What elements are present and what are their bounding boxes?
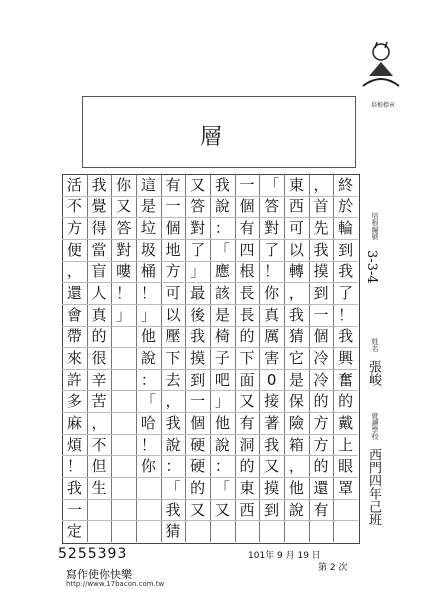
manuscript-character: 一 <box>313 305 329 324</box>
manuscript-character: 我 <box>214 175 230 194</box>
manuscript-character: 人 <box>91 284 107 303</box>
manuscript-character: 長 <box>239 284 255 303</box>
manuscript-character: 終 <box>338 175 354 194</box>
manuscript-character: 到 <box>313 284 329 303</box>
manuscript-character: 我 <box>264 435 280 454</box>
manuscript-character: 該 <box>214 284 230 303</box>
manuscript-character: ， <box>288 457 304 476</box>
manuscript-character: 他 <box>288 478 304 497</box>
name-value: 張峻 <box>366 360 381 386</box>
manuscript-character: 對 <box>190 219 206 238</box>
grid-row-line <box>62 520 358 521</box>
manuscript-character: 四 <box>239 240 255 259</box>
grid-column-line <box>259 174 260 542</box>
manuscript-character: 一 <box>66 500 82 519</box>
manuscript-character: ， <box>66 262 82 281</box>
manuscript-character: 答 <box>264 197 280 216</box>
manuscript-character: 答 <box>116 219 132 238</box>
manuscript-character: 真 <box>91 305 107 324</box>
manuscript-character: 以 <box>165 305 181 324</box>
stamp-logo <box>355 36 407 96</box>
manuscript-character: 但 <box>91 457 107 476</box>
manuscript-character: 麻 <box>66 413 82 432</box>
manuscript-character: 我 <box>165 413 181 432</box>
grid-column-line <box>235 174 236 542</box>
manuscript-character: 長 <box>239 305 255 324</box>
manuscript-character: 答 <box>190 197 206 216</box>
manuscript-character: 「 <box>165 478 181 497</box>
manuscript-character: 我 <box>313 240 329 259</box>
manuscript-character: 便 <box>66 240 82 259</box>
manuscript-character: 不 <box>66 197 82 216</box>
manuscript-character: ！ <box>116 284 132 303</box>
grid-column-line <box>309 174 310 542</box>
manuscript-character: 了 <box>338 284 354 303</box>
manuscript-character: 硬 <box>190 435 206 454</box>
manuscript-character: 我 <box>338 327 354 346</box>
manuscript-character: 後 <box>190 305 206 324</box>
school-value: 西門四年己班 <box>366 448 381 526</box>
manuscript-character: 戴 <box>338 413 354 432</box>
manuscript-character: 來 <box>66 349 82 367</box>
manuscript-character: 椅 <box>214 327 230 346</box>
grid-column-line <box>111 174 112 542</box>
manuscript-character: 我 <box>165 500 181 519</box>
manuscript-character: 根 <box>239 262 255 281</box>
manuscript-character: 輪 <box>338 219 354 238</box>
grid-column-line <box>185 174 186 542</box>
manuscript-character: 「 <box>264 175 280 194</box>
manuscript-character: 險 <box>288 413 304 432</box>
manuscript-character: 的 <box>313 457 329 476</box>
manuscript-character: 你 <box>140 457 156 476</box>
manuscript-character: 先 <box>313 219 329 238</box>
manuscript-character: 辛 <box>91 370 107 389</box>
manuscript-character: 是 <box>288 370 304 389</box>
manuscript-character: 了 <box>190 240 206 259</box>
manuscript-character: 他 <box>140 327 156 346</box>
manuscript-character: 下 <box>239 349 255 367</box>
manuscript-character: 生 <box>91 478 107 497</box>
page-title: 層 <box>200 125 223 150</box>
manuscript-character: 「 <box>140 392 156 411</box>
manuscript-character: 垃 <box>140 219 156 238</box>
manuscript-character: 的 <box>91 327 107 346</box>
manuscript-character: 當 <box>91 240 107 259</box>
manuscript-character: 活 <box>66 175 82 194</box>
manuscript-character: 吧 <box>214 370 230 389</box>
manuscript-character: 壓 <box>165 327 181 346</box>
manuscript-character: 的 <box>338 392 354 411</box>
manuscript-character: 轉 <box>288 262 304 281</box>
manuscript-character: 我 <box>66 478 82 497</box>
manuscript-character: 煩 <box>66 435 82 454</box>
manuscript-character: 於 <box>338 197 354 216</box>
manuscript-character: 有 <box>313 500 329 519</box>
manuscript-character: 圾 <box>140 240 156 259</box>
manuscript-character: 還 <box>66 284 82 303</box>
manuscript-character: 有 <box>239 219 255 238</box>
manuscript-character: 個 <box>165 219 181 238</box>
manuscript-character: 盲 <box>91 262 107 281</box>
manuscript-character: 摸 <box>313 262 329 281</box>
manuscript-character: 最 <box>190 284 206 303</box>
manuscript-character: 以 <box>288 240 304 259</box>
grid-column-line <box>333 174 334 542</box>
manuscript-character: 他 <box>214 413 230 432</box>
manuscript-character: ， <box>165 392 181 411</box>
manuscript-character: 又 <box>264 457 280 476</box>
manuscript-character: 的 <box>239 327 255 346</box>
manuscript-character: 一 <box>239 175 255 194</box>
stamp-label: 培根標章 <box>370 102 395 109</box>
manuscript-character: 猜 <box>288 327 304 346</box>
manuscript-character: 許 <box>66 370 82 389</box>
manuscript-character: 又 <box>190 175 206 194</box>
manuscript-character: 東 <box>288 175 304 194</box>
manuscript-character: 」 <box>140 305 156 324</box>
manuscript-character: 去 <box>165 370 181 389</box>
manuscript-character: ： <box>214 219 230 238</box>
manuscript-character: 冷 <box>313 370 329 389</box>
manuscript-character: 應 <box>214 262 230 281</box>
manuscript-character: 對 <box>264 219 280 238</box>
footer-number: 5255393 <box>58 546 128 562</box>
manuscript-character: 有 <box>165 175 181 194</box>
manuscript-character: 哈 <box>140 413 156 432</box>
manuscript-character: 說 <box>214 197 230 216</box>
name-label: 姓名 <box>371 338 379 352</box>
manuscript-character: ！ <box>140 284 156 303</box>
manuscript-character: ， <box>91 413 107 432</box>
manuscript-character: 西 <box>288 197 304 216</box>
manuscript-character: 你 <box>116 175 132 194</box>
manuscript-character: 的 <box>239 457 255 476</box>
manuscript-character: 罩 <box>338 478 354 497</box>
manuscript-character: 東 <box>239 478 255 497</box>
manuscript-character: 著 <box>264 413 280 432</box>
grid-column-line <box>87 174 88 542</box>
manuscript-character: 」 <box>214 392 230 411</box>
manuscript-character: 個 <box>239 197 255 216</box>
manuscript-character: 桶 <box>140 262 156 281</box>
manuscript-character: 」 <box>190 262 206 281</box>
manuscript-character: ！ <box>338 305 354 324</box>
manuscript-character: 是 <box>140 197 156 216</box>
manuscript-character: 說 <box>288 500 304 519</box>
manuscript-character: 害 <box>264 349 280 367</box>
manuscript-character: ： <box>140 370 156 389</box>
manuscript-character: 是 <box>214 305 230 324</box>
manuscript-character: ， <box>288 284 304 303</box>
manuscript-character: 不 <box>91 435 107 454</box>
manuscript-character: 定 <box>66 522 82 541</box>
grid-column-line <box>284 174 285 542</box>
manuscript-character: 我 <box>288 305 304 324</box>
grid-column-line <box>161 174 162 542</box>
manuscript-character: 有 <box>239 413 255 432</box>
manuscript-character: 保 <box>288 392 304 411</box>
manuscript-character: 到 <box>264 500 280 519</box>
manuscript-character: 摸 <box>190 349 206 367</box>
manuscript-character: 嘍 <box>116 262 132 281</box>
manuscript-character: ！ <box>264 262 280 281</box>
manuscript-character: 箱 <box>288 435 304 454</box>
manuscript-character: 帶 <box>66 327 82 346</box>
manuscript-character: 下 <box>165 349 181 367</box>
manuscript-character: 得 <box>91 219 107 238</box>
manuscript-character: 我 <box>91 175 107 194</box>
manuscript-character: 苦 <box>91 392 107 411</box>
manuscript-character: 厲 <box>264 327 280 346</box>
manuscript-character: 方 <box>66 219 82 238</box>
manuscript-character: 子 <box>214 349 230 367</box>
manuscript-character: 的 <box>190 478 206 497</box>
footer-date: 101年 9 月 19 日 <box>248 551 321 561</box>
manuscript-character: 冷 <box>313 349 329 367</box>
manuscript-character: 硬 <box>190 457 206 476</box>
manuscript-character: 可 <box>288 219 304 238</box>
footer-url: http://www.17bacon.com.tw <box>66 580 165 588</box>
manuscript-character: 接 <box>264 392 280 411</box>
manuscript-character: 「 <box>214 240 230 259</box>
manuscript-character: ！ <box>66 457 82 476</box>
manuscript-character: 方 <box>313 435 329 454</box>
manuscript-character: 首 <box>313 197 329 216</box>
code-value: 3-3-4 <box>364 250 379 284</box>
manuscript-character: 說 <box>214 435 230 454</box>
manuscript-character: 到 <box>338 240 354 259</box>
manuscript-character: 摸 <box>264 478 280 497</box>
manuscript-character: 「 <box>214 478 230 497</box>
manuscript-character: 奮 <box>338 370 354 389</box>
manuscript-character: 方 <box>313 413 329 432</box>
footer-brand: 寫作使你快樂 <box>66 568 132 581</box>
manuscript-character: 又 <box>214 500 230 519</box>
manuscript-character: 0 <box>266 370 277 389</box>
manuscript-character: 這 <box>140 175 156 194</box>
manuscript-character: 會 <box>66 305 82 324</box>
manuscript-character: 了 <box>264 240 280 259</box>
manuscript-character: 西 <box>239 500 255 519</box>
manuscript-character: 個 <box>313 327 329 346</box>
footer-page: 第 2 次 <box>318 563 348 573</box>
manuscript-character: 到 <box>190 370 206 389</box>
manuscript-character: 眼 <box>338 457 354 476</box>
manuscript-character: 」 <box>116 305 132 324</box>
manuscript-character: 我 <box>338 262 354 281</box>
manuscript-character: 可 <box>165 284 181 303</box>
manuscript-character: 真 <box>264 305 280 324</box>
manuscript-character: 方 <box>165 262 181 281</box>
manuscript-character: 對 <box>116 240 132 259</box>
manuscript-character: 說 <box>140 349 156 367</box>
manuscript-character: 又 <box>239 392 255 411</box>
manuscript-character: 一 <box>165 197 181 216</box>
code-label: 培根編號 <box>371 212 379 240</box>
manuscript-character: 個 <box>190 413 206 432</box>
manuscript-character: 又 <box>116 197 132 216</box>
manuscript-character: ！ <box>140 435 156 454</box>
manuscript-character: 地 <box>165 240 181 259</box>
manuscript-character: ： <box>214 457 230 476</box>
grid-column-line <box>210 174 211 542</box>
manuscript-character: ： <box>165 457 181 476</box>
manuscript-character: 覺 <box>91 197 107 216</box>
grid-column-line <box>136 174 137 542</box>
manuscript-character: 上 <box>338 435 354 454</box>
manuscript-character: 還 <box>313 478 329 497</box>
manuscript-character: 又 <box>190 500 206 519</box>
manuscript-character: 猜 <box>165 522 181 541</box>
manuscript-character: 很 <box>91 349 107 367</box>
school-label: 就讀學校 <box>371 412 379 440</box>
manuscript-character: 我 <box>190 327 206 346</box>
manuscript-character: 說 <box>165 435 181 454</box>
manuscript-character: 面 <box>239 370 255 389</box>
manuscript-character: 洞 <box>239 435 255 454</box>
manuscript-character: 的 <box>313 392 329 411</box>
manuscript-character: 多 <box>66 392 82 411</box>
manuscript-character: ， <box>313 175 329 194</box>
manuscript-character: 你 <box>264 284 280 303</box>
manuscript-character: 興 <box>338 349 354 367</box>
manuscript-character: 一 <box>190 392 206 411</box>
manuscript-character: 它 <box>288 349 304 367</box>
